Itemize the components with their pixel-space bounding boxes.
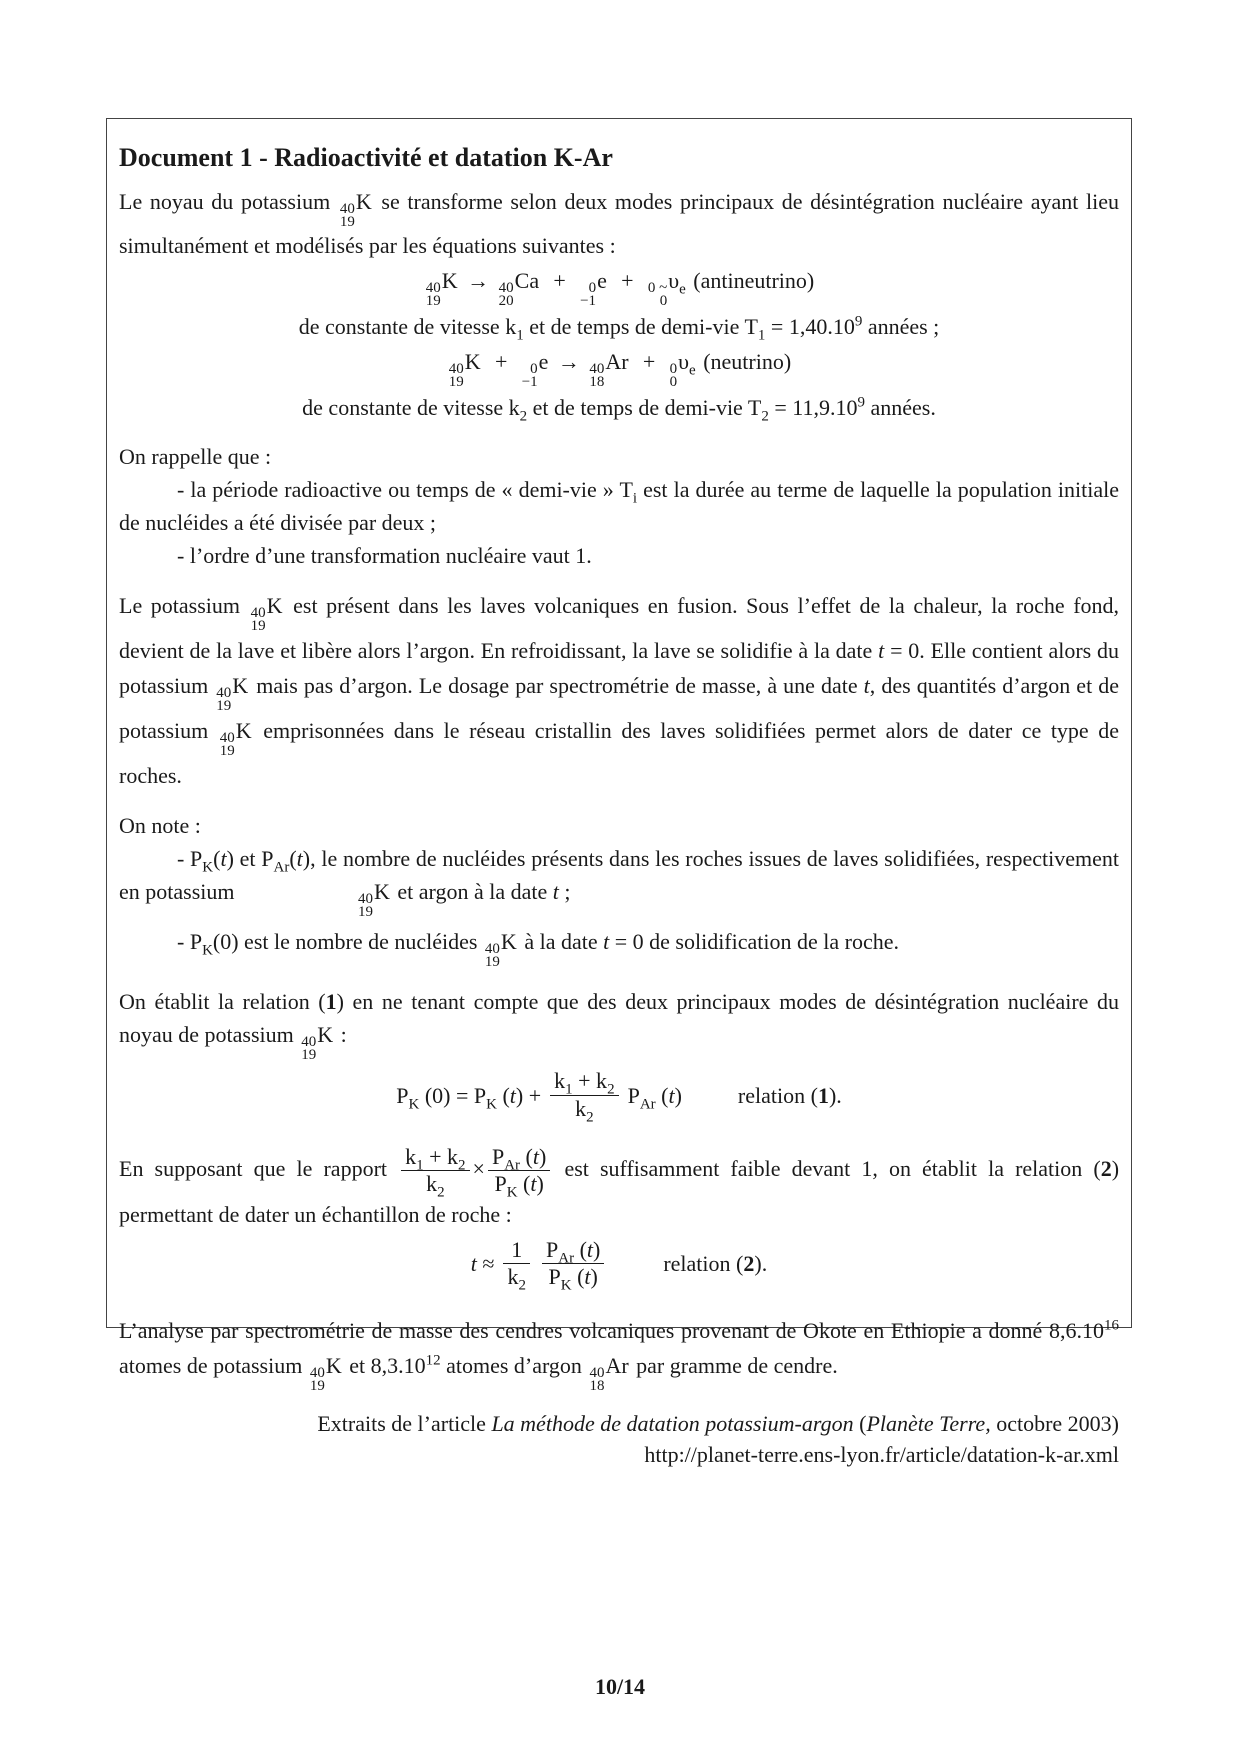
lava-paragraph: Le potassium 40 19 K est présent dans les laves volcaniques en fusion. Sous l’effet de la chaleur, la roche fond, devient de la lave et libère alors l’argon. En refroidissant, la lave se solidifie à la date t = 0. Elle contient alors du potassium 40 19 K mais pas d’argon. Le dosage par spectrométrie de masse, à une date t, des quantités d’argon et de potassium 40 19 K emprisonnées dans le réseau cristallin des laves solidifiées permet alors de dater ce type de roches.	[119, 592, 1120, 788]
document-title: Document 1 - Radioactivité et datation K-Ar	[119, 143, 613, 172]
note-item-2: - $P_K(0)$ est le nombre de nucléides 40 19 K à la date t = 0 de solidification de la roche.	[177, 929, 899, 971]
page-number: 10/14	[594, 1674, 646, 1699]
relation-2-intro: En supposant que le rapport $\frac{k_1 + k_2}{k_2}$ × $\frac{P_{Ar} (t)}{P_K (t)}$ est suffisamment faible devant 1, on établit la relation (2) permettant de dater un échantillon de roche :	[119, 1143, 1120, 1227]
relation-2-formula: t ≈ $\frac{1}{k_2}$ $\frac{P_{Ar} (t)}{P_K (t)}$ relation (2).	[470, 1236, 768, 1294]
rappel-item-1: - la période radioactive ou temps de « demi-vie » $T_i$ est la durée au terme de laquelle la population initiale de nucléides a été divisée par deux ;	[119, 476, 1119, 535]
intro-paragraph: Le noyau du potassium 40 19 K se transforme selon deux modes principaux de désintégration nucléaire ayant lieu simultanément et modélisés par les équations suivantes :	[119, 185, 1119, 262]
relation-1-intro: On établit la relation (1) en ne tenant compte que des deux principaux modes de désintégration nucléaire du noyau de potassium 40 19 K :	[119, 989, 1120, 1064]
document-frame	[106, 118, 1132, 1467]
rappel-item-2: - l’ordre d’une transformation nucléaire vaut 1.	[177, 542, 592, 568]
note-item-1: - $P_K(t)$ et $P_{Ar}(t)$, le nombre de nucléides présents dans les roches issues de laves solidifiées, respectivement en potassium 40 19 K et argon à la date t ;	[119, 846, 1119, 921]
rappel-heading: On rappelle que :	[119, 443, 272, 469]
analysis-paragraph: L’analyse par spectrométrie de masse des cendres volcaniques provenant de Okote en Ethiopie a donné 8,6.10$^{16}$ atomes de potassium 40 19 K et 8,3.10$^{12}$ atomes d’argon 40 18 Ar par gramme de cendre.	[119, 1317, 1119, 1394]
equation-2-constants: de constante de vitesse $k_2$ et de temps de demi-vie $T_2 = 11,9.10^9$ années.	[302, 394, 936, 425]
equation-1: 40 19 K → 40 20 Ca + 0 −1 e + 0 ~ 0 $\upsilon_e$ (antineutrino)	[425, 267, 815, 309]
equation-2: 40 19 K + 0 −1 e → 40 18 Ar + 0 0 $\upsilon_e$ (neutrino)	[448, 348, 792, 390]
nuclide-k40: 40 19 K	[339, 188, 372, 230]
source-citation: Extraits de l’article La méthode de datation potassium-argon (Planète Terre, octobre 2003) http://planet-terre.ens-lyon.fr/article/datation-k-ar.xml	[317, 1410, 1119, 1467]
equation-1-constants: de constante de vitesse $k_1$ et de temps de demi-vie $T_1 = 1,40.10^9$ années ;	[298, 313, 940, 344]
note-heading: On note :	[119, 813, 201, 839]
relation-1-formula: $P_K$ $(0) = P_K$ (t) + $\frac{k_1 + k_2}{k_2}$ $P_{Ar}$ (t) relation (1).	[396, 1068, 842, 1125]
source-url[interactable]: http://planet-terre.ens-lyon.fr/article/datation-k-ar.xml	[644, 1441, 1119, 1467]
